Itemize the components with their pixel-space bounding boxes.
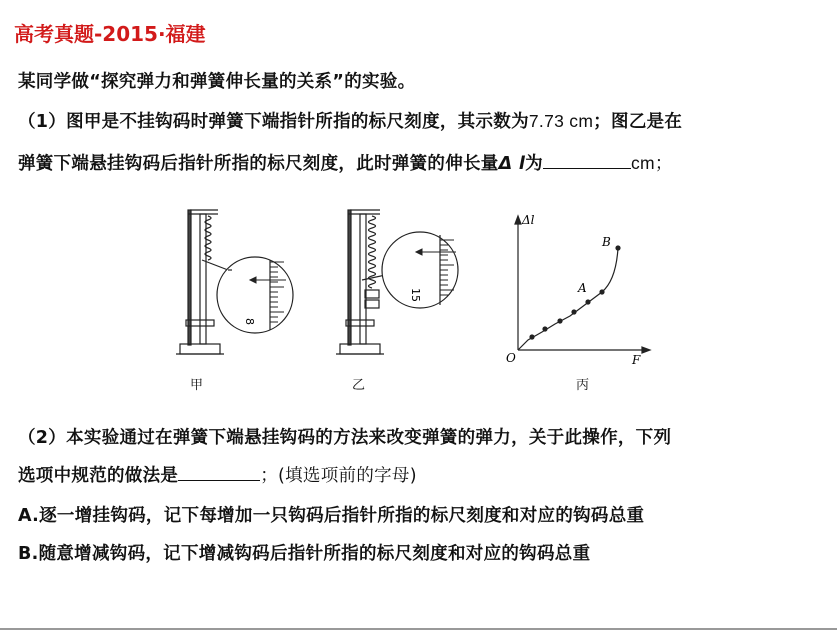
part1-line1 bbox=[18, 108, 682, 133]
part1-unit: cm； bbox=[630, 153, 673, 173]
graph-ylabel: Δl bbox=[522, 213, 535, 227]
part1-value: 7.73 cm bbox=[528, 111, 594, 131]
graph-xlabel: F bbox=[632, 353, 641, 367]
part2-line2 bbox=[18, 462, 417, 487]
part2-text-b: ；(填选项前的字母) bbox=[260, 466, 417, 486]
part1-text-a: （1）图甲是不挂钩码时弹簧下端指针所指的标尺刻度，其示数为 bbox=[18, 112, 529, 132]
label-bing: 丙 bbox=[576, 378, 590, 393]
point-b-label: B bbox=[602, 235, 611, 249]
graph-origin: O bbox=[506, 351, 516, 365]
part1-text-c: 弹簧下端悬挂钩码后指针所指的标尺刻度，此时弹簧的伸长量 bbox=[18, 154, 499, 174]
label-yi: 乙 bbox=[352, 378, 366, 393]
apparatus-yi bbox=[336, 210, 458, 354]
part2-line1: （2）本实验通过在弹簧下端悬挂钩码的方法来改变弹簧的弹力，关于此操作，下列 bbox=[18, 428, 672, 448]
part1-text-b: ；图乙是在 bbox=[593, 112, 683, 132]
part1-text-d: 为 bbox=[525, 154, 543, 174]
question-intro: 某同学做“探究弹力和弹簧伸长量的关系”的实验。 bbox=[18, 72, 416, 92]
graph-points bbox=[529, 245, 620, 339]
point-a-label: A bbox=[578, 281, 587, 295]
reading-jia: 8 bbox=[243, 318, 256, 325]
answer-blank-2[interactable] bbox=[178, 466, 260, 481]
part2-text-a: 选项中规范的做法是 bbox=[18, 466, 179, 486]
part1-line2 bbox=[18, 150, 673, 175]
page-title: 高考真题-2015·福建 bbox=[14, 22, 206, 46]
label-jia: 甲 bbox=[190, 378, 204, 393]
delta-l-symbol: Δ l bbox=[498, 154, 526, 174]
answer-blank-1[interactable] bbox=[543, 154, 631, 169]
reading-yi: 15 bbox=[409, 288, 422, 302]
experiment-figure bbox=[150, 200, 670, 404]
bottom-divider bbox=[0, 628, 837, 630]
apparatus-diagram bbox=[150, 200, 670, 400]
option-a[interactable]: A.逐一增挂钩码，记下每增加一只钩码后指针所指的标尺刻度和对应的钩码总重 bbox=[18, 506, 645, 526]
option-b[interactable]: B.随意增减钩码，记下增减钩码后指针所指的标尺刻度和对应的钩码总重 bbox=[18, 544, 591, 564]
